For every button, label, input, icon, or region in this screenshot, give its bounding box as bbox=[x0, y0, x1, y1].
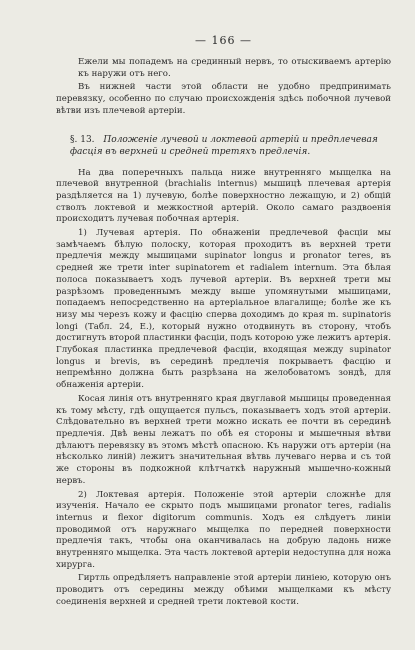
section-title: Положеніе лучевой и локтевой артерій и предплечевая фасція въ верхней и средней третяхъ предлечія. bbox=[70, 134, 378, 157]
page-number: — 166 — bbox=[195, 34, 252, 47]
paragraph: Гиртль опредѣляетъ направленіе этой артеріи линіею, которую онъ проводитъ отъ середины между обѣими мыщелками къ мѣсту соединенія верхней и средней трети локтевой кости. bbox=[56, 573, 391, 607]
paragraph: 1) Лучевая артерія. По обнаженіи предлечевой фасціи мы замѣчаемъ бѣлую полоску, которая проходитъ въ верхней трети предлечія между мышицами supinator longus и pronator teres, въ средней же трети inter supinatorem et radialem internum. Эта бѣлая полоса показываетъ ходъ лучевой артеріи. Въ верхней трети мы разрѣзомъ проведеннымъ между выше упомянутыми мышицами, попадаемъ непосредственно на артеріальное влагалище; болѣе же къ низу мы черезъ кожу и фасцію сперва доходимъ до края m. supinatoris longi (Табл. 24, Е.), который нужно отодвинуть въ сторону, чтобъ достигнуть второй пластинки фасціи, подъ которою уже лежитъ артерія. Глубокая пластинка предлечевой фасціи, входящая между supinator longus и brevis, въ серединѣ предлечія покрываетъ фасцію и непремѣнно должна быть разрѣзана на желобоватомъ зондѣ, для обнаженія артеріи. bbox=[56, 228, 391, 391]
section-number: §. 13. bbox=[70, 134, 95, 145]
paragraph: Косая линія отъ внутренняго края двуглавой мышицы проведенная къ тому мѣсту, гдѣ ощущается пульсъ, показываетъ ходъ этой артеріи. Слѣдовательно въ верхней трети можно искать ее почти въ серединѣ предлечія. Двѣ вены лежатъ по обѣ ея стороны и мышечныя вѣтви дѣлаютъ перевязку въ этомъ мѣстѣ опасною. Къ наружи отъ артеріи (на нѣсколько линій) лежитъ значительная вѣтвь лучеваго нерва и съ той же стороны въ подкожной клѣтчаткѣ наружный мышечно-кожный нервъ. bbox=[56, 393, 391, 486]
paragraph: 2) Локтевая артерія. Положеніе этой артеріи сложнѣе для изученія. Начало ее скрыто подъ мышицами pronator teres, radialis internus и flexor digitorum communis. Ходъ ея слѣдуетъ линіи проводимой отъ наружнаго мыщелка по передней поверхности предлечія такъ, чтобы она оканчивалась на добрую ладонь ниже внутренняго мыщелка. Эта часть локтевой артеріи недоступна для ножа хирурга. bbox=[56, 489, 391, 570]
paragraph: Въ нижней части этой области не удобно предпринимать перевязку, особенно по случаю происхожденія здѣсь побочной лучевой вѣтви изъ плечевой артеріи. bbox=[56, 82, 391, 116]
section-heading bbox=[56, 134, 391, 158]
paragraph-continuation: Ежели мы попадемъ на срединный нервъ, то отыскиваемъ артерію къ наружи отъ него. bbox=[78, 57, 391, 79]
paragraph: На два поперечныхъ пальца ниже внутренняго мыщелка на плечевой внутренной (brachialis internus) мышицѣ плечевая артерія раздѣляется на 1) лучевую, болѣе поверхностно лежащую, и 2) общій стволъ локтевой и межкостной артерій. Около самаго раздвоенія происходитъ лучевая побочная артерія. bbox=[56, 167, 391, 225]
